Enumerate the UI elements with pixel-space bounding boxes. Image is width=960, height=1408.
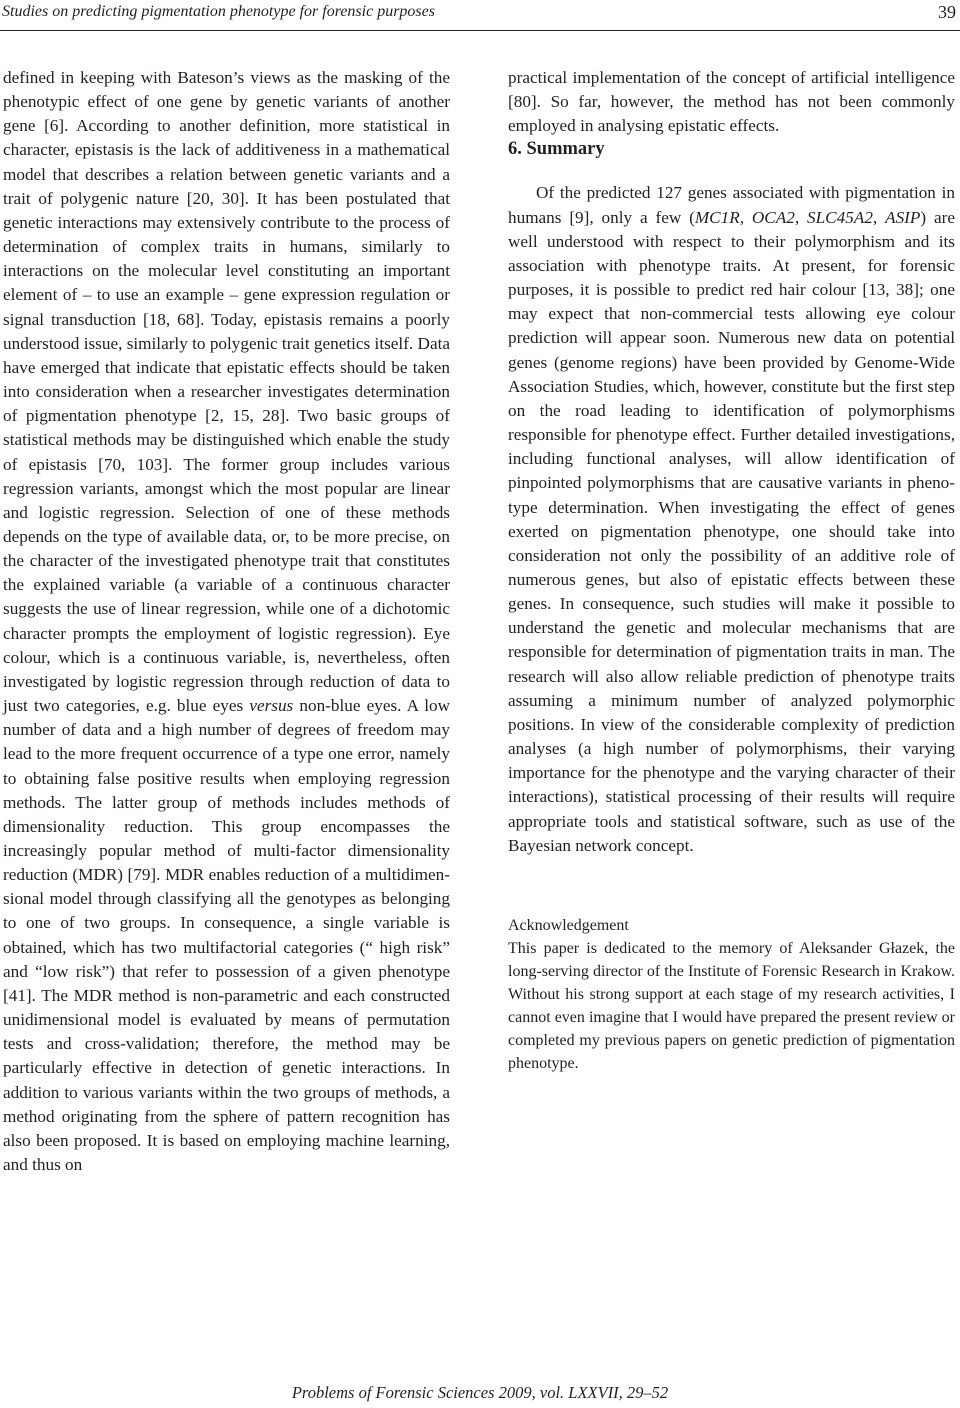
summary-paragraph xyxy=(508,181,955,857)
paragraph-text-end: non-blue eyes. A low number of data and a high number of degrees of freedom may lead to the more frequent occurrence of a type one error, namely to obtaining false positive results when employing regression methods. The latter group of methods includes methods of dimensionality reduction. This group encompasses the increasingly popular method of multi-factor dimensionality reduction (MDR) [79]. MDR enables reduction of a multidimensional model through classifying all the genotypes as belonging to one of two groups. In consequence, a single variable is obtained, which has two multifactorial categories (“ high risk” and “low risk”) that refer to possession of a given phenotype [41]. The MDR method is non-parametric and each constructed unidimensional model is evaluated by means of permutation tests and cross-validation; therefore, the method may be particularly effective in detection of genetic interactions. In addition to various variants within the two groups of methods, a method originating from the sphere of pattern recognition has also been proposed. It is based on employing machine learning, and thus on xyxy=(3,696,451,1175)
gene-separator: , xyxy=(739,207,752,227)
footer-citation: Problems of Forensic Sciences 2009, vol. LXXVII, 29–52 xyxy=(291,1383,669,1402)
summary-text-rest: ) are well understood with respect to their polymorphism and its association with phenotype traits. At present, for forensic purposes, it is possible to predict red hair colour [13, 38]; one may expect that non-commercial tests allowing eye colour prediction will appear soon. Numerous new data on potential genes (genome regions) have been provided by Genome-Wide Association Studies, which, however, constitute but the first step on the road leading to identification of polymorphisms responsible for phenotype effect. Further detailed investigations, including functional analyses, will allow identification of pinpointed polymorphisms that are causative variants in phenotype determination. When investigating the effect of genes exerted on pigmentation phenotype, one should take into consideration not only the possibility of an additive role of numerous genes, but also of epistatic effects between these genes. In consequence, such studies will make it possible to understand the genetic and molecular mechanisms that are responsible for determination of pigmentation traits in man. The research will also allow reliable prediction of phenotype traits assuming a minimum number of analyzed polymorphic positions. In view of the considerable complexity of prediction analyses (a high number of polymorphisms, their varying importance for the phenotype and the varying character of their interactions), statistical processing of their results will require appropriate tools and statistical software, such as use of the Bayesian network concept. xyxy=(508,207,955,855)
running-header xyxy=(0,0,960,31)
acknowledgement-title: Acknowledgement xyxy=(508,916,629,934)
left-column xyxy=(3,66,450,1177)
section-heading-summary: 6. Summary xyxy=(508,139,605,160)
italic-versus: versus xyxy=(249,696,294,716)
gene-mc1r: MC1R xyxy=(694,207,740,227)
epistasis-paragraph xyxy=(3,66,450,1177)
summary-text-start: Of the predicted 127 genes associated with pigmentation in humans [9], only a few ( xyxy=(508,183,955,227)
acknowledgement-block xyxy=(508,914,955,1075)
page-number: 39 xyxy=(938,2,956,22)
gene-separator: , xyxy=(872,207,886,227)
gene-asip: ASIP xyxy=(885,207,921,227)
acknowledgement-text: This paper is dedicated to the memory of Aleksander Głazek, the long-serving director of the Institute of Forensic Research in Krakow. Without his strong support at each stage of my research activities, I cannot even imagine that I would have prepared the present review or completed my previous papers on genetic prediction of pigmentation phenotype. xyxy=(508,939,955,1072)
gene-separator: , xyxy=(794,207,808,227)
running-title: Studies on predicting pigmentation phenotype for forensic purposes xyxy=(2,3,435,20)
paragraph-text-start: defined in keeping with Bateson’s views as the masking of the phenotypic effect of one gene by genetic variants of another gene [6]. According to another definition, more statistical in character, epistasis is the lack of additiveness in a mathematical model that describes a relation between genetic variants and a trait of polygenic nature [20, 30]. It has been postulated that genetic interactions may extensively contribute to the process of determination of complex traits in humans, similarly to interactions on the molecular level constituting an important element of – to use an example – gene expression regulation or signal transduction [18, 68]. Today, epistasis remains a poorly understood issue, similarly to polygenic trait genetics itself. Data have emerged that indicate that epistatic effects should be taken into consideration when a researcher investigates determination of pigmentation phenotype [2, 15, 28]. Two basic groups of statistical methods may be distinguished which enable the study of epistasis [70, 103]. The former group includes various regression variants, amongst which the most popular are linear and logistic regression. Selection of one of these methods depends on the type of available data, or, to be more precise, on the character of the investigated phenotype trait that constitutes the explained variable (a variable of a continuous character suggests the use of linear regression, while one of a dichotomic character prompts the employment of logistic regression). Eye colour, which is a continuous variable, is, nevertheless, often investigated by logistic regression through reduction of data to just two categories, e.g. blue eyes xyxy=(3,68,450,716)
right-column xyxy=(508,66,955,1075)
continuation-paragraph: practical implementation of the concept of artificial intelligence [80]. So far, however, the method has not been commonly employed in analysing epistatic effects. xyxy=(508,68,955,136)
gene-oca2: OCA2 xyxy=(751,207,795,227)
gene-slc45a2: SLC45A2 xyxy=(807,207,873,227)
